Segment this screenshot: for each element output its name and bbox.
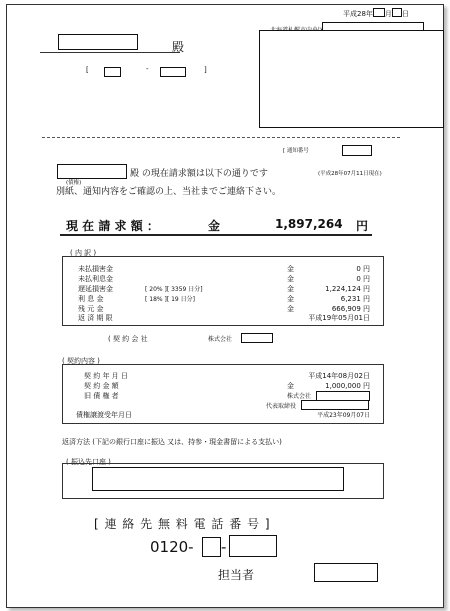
notice-number-redaction <box>342 145 372 156</box>
contact-request: 別紙、通知内容をご確認の上、当社までご連絡下さい。 <box>56 187 282 197</box>
breakdown-row-value: 0 円 <box>356 265 370 273</box>
phone-prefix: 0120- <box>150 538 194 556</box>
representative-redaction <box>301 400 369 410</box>
phone-redaction-2 <box>229 535 277 557</box>
contract-row-label: 契 約 年 月 日 <box>84 372 128 380</box>
breakdown-row-value: 平成19年05月01日 <box>308 314 370 322</box>
account-title: ( 振込先口座 ) <box>66 458 111 466</box>
breakdown-row-prefix: 金 <box>287 285 294 293</box>
breakdown-row-value: 666,909 円 <box>331 305 370 313</box>
breakdown-row <box>78 313 113 323</box>
breakdown-row-prefix: 金 <box>287 295 294 303</box>
account-redaction <box>92 467 344 491</box>
breakdown-row-label: 残 元 金 <box>78 305 104 313</box>
breakdown-row-value: 6,231 円 <box>340 295 370 303</box>
payment-method: 返済方法 (下記の銀行口座に振込 又は、持参・現金書留による支払い) <box>62 438 282 446</box>
bracket-open: [ <box>86 66 89 74</box>
breakdown-row-label: 返 済 期 限 <box>78 314 113 322</box>
contract-title: ( 契約内容 ) <box>62 357 100 365</box>
notice-number-label: [ 通知番号 <box>283 148 309 154</box>
breakdown-row <box>78 284 113 294</box>
sender-block-redaction <box>259 30 444 128</box>
claim-statement: 殿 の現在請求額は以下の通りです <box>130 169 268 179</box>
contract-row-label: 契 約 金 額 <box>84 382 119 390</box>
breakdown-row-mid: [ 18% ][ 19 日分] <box>145 296 195 303</box>
code-redaction-1 <box>104 67 121 77</box>
breakdown-title: ( 内 訳 ) <box>70 249 97 257</box>
contract-row-value: 株式会社 <box>287 393 312 400</box>
date-prefix: 平成28年 <box>343 10 373 18</box>
breakdown-row <box>78 274 113 284</box>
company-name-redaction <box>241 333 273 343</box>
contract-row-label: 旧 債 権 者 <box>84 392 119 400</box>
addressee-redaction <box>58 34 138 50</box>
addressee-suffix: 殿 <box>172 40 185 54</box>
breakdown-row <box>78 294 103 304</box>
date-month-redaction <box>373 8 385 17</box>
bracket-close: ] <box>204 66 207 74</box>
breakdown-row-label: 遅延損害金 <box>78 285 113 293</box>
sub-label: (債権) <box>66 180 82 186</box>
breakdown-row-label: 未払利息金 <box>78 275 113 283</box>
breakdown-row-mid: [ 20% ][ 3359 日分] <box>145 286 203 293</box>
person-redaction <box>314 563 378 582</box>
company-prefix: 株式会社 <box>208 336 233 343</box>
person-label: 担当者 <box>218 568 255 582</box>
breakdown-row-value: 0 円 <box>356 275 370 283</box>
claim-underline <box>60 234 372 236</box>
contract-row-value: 平成14年08月02日 <box>308 372 370 380</box>
month-unit: 月 <box>384 10 392 18</box>
claim-label: 現 在 請 求 額 ： <box>66 219 159 233</box>
contract-row-prefix: 金 <box>287 382 294 390</box>
claim-date: (平成28年07月11日現在) <box>318 171 382 177</box>
claim-unit: 円 <box>356 219 369 233</box>
contract-company-label: ( 契 約 会 社 <box>108 335 148 343</box>
breakdown-row <box>78 264 113 274</box>
claim-amount: 1,897,264 <box>275 217 343 231</box>
claim-name-redaction <box>57 164 127 179</box>
contract-row-value: 1,000,000 円 <box>325 382 370 390</box>
code-redaction-2 <box>160 67 186 77</box>
phone-redaction-1 <box>202 537 221 557</box>
contract-row-value: 平成23年09月07日 <box>317 412 370 419</box>
breakdown-row-prefix: 金 <box>287 305 294 313</box>
date-day-redaction <box>392 8 402 17</box>
breakdown-row-label: 未払損害金 <box>78 265 113 273</box>
claim-currency: 金 <box>208 219 221 233</box>
code-dash: - <box>146 65 149 73</box>
breakdown-row-label: 利 息 金 <box>78 295 104 303</box>
phone-dash: - <box>221 538 227 556</box>
date-line <box>343 8 409 19</box>
section-separator <box>42 137 400 138</box>
day-unit: 日 <box>401 10 409 18</box>
breakdown-row-value: 1,224,124 円 <box>325 285 370 293</box>
addressee-underline <box>40 52 180 53</box>
breakdown-row-prefix: 金 <box>287 265 294 273</box>
breakdown-row-prefix: 金 <box>287 275 294 283</box>
contract-row-value: 代表取締役 <box>266 403 297 410</box>
contact-heading: [ 連 絡 先 無 料 電 話 番 号 ] <box>94 517 271 531</box>
contract-row-label: 債権譲渡受年月日 <box>76 411 132 419</box>
